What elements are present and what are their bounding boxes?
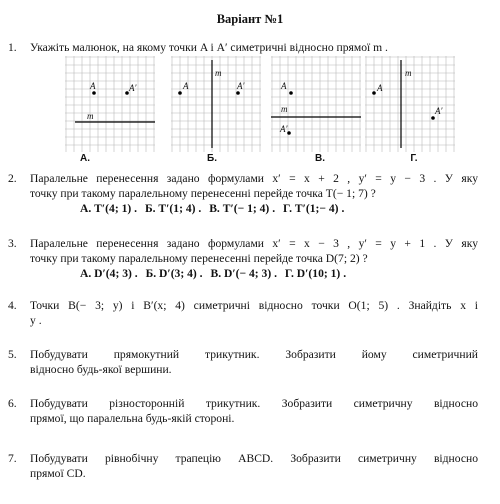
question-line: y . <box>30 314 42 327</box>
figure-c <box>271 56 361 168</box>
label-a-prime: A′ <box>280 124 288 134</box>
question-line: відносно будь-якої вершини. <box>30 363 172 376</box>
label-m: m <box>87 111 94 121</box>
label-a-prime: A′ <box>435 106 443 116</box>
question-number: 1. <box>8 41 17 54</box>
label-a-prime: A′ <box>237 81 245 91</box>
question-line: Побудувати різносторонній трикутник. Зобразити симетричну відносно <box>30 397 478 410</box>
label-a: A <box>90 81 96 91</box>
question-number: 7. <box>8 452 17 465</box>
answer-options <box>30 201 478 216</box>
question-line: Точки B(− 3; y) і B′(x; 4) симетричні відносно точки O(1; 5) . Знайдіть x і <box>30 299 478 312</box>
question-4 <box>8 298 478 328</box>
option-a: А. D′(4; 3) . <box>80 267 138 280</box>
point-a-prime <box>287 131 291 135</box>
point-a-prime <box>236 91 240 95</box>
point-a <box>289 91 293 95</box>
figure-label: В. <box>315 153 325 164</box>
figure-label: А. <box>80 153 90 164</box>
figure-label: Б. <box>207 153 217 164</box>
question-number: 5. <box>8 348 17 361</box>
question-number: 4. <box>8 299 17 312</box>
question-line: точку при такому паралельному перенесенні перейде точка D(7; 2) ? <box>30 252 368 265</box>
question-2 <box>8 171 478 216</box>
question-line: прямої, що паралельна будь-якій стороні. <box>30 412 235 425</box>
question-6 <box>8 396 478 426</box>
question-5 <box>8 347 478 377</box>
figure-b <box>171 56 261 168</box>
option-b: Б. D′(3; 4) . <box>145 267 203 280</box>
label-a-prime: A′ <box>129 83 137 93</box>
page-title: Варіант №1 <box>216 12 284 26</box>
question-number: 2. <box>8 172 17 185</box>
question-line: Паралельне перенесення задано формулами x′ = x + 2 , y′ = y − 3 . У яку <box>30 172 478 185</box>
grid-figure <box>65 56 155 152</box>
question-number: 3. <box>8 237 17 250</box>
question-line: Паралельне перенесення задано формулами x′ = x − 3 , y′ = y + 1 . У яку <box>30 237 478 250</box>
figure-a <box>65 56 155 168</box>
option-d: Г. D′(10; 1) . <box>284 267 347 280</box>
figures-row <box>65 56 465 168</box>
question-3 <box>8 236 478 281</box>
question-line: прямої CD. <box>30 467 86 480</box>
question-text: Укажіть малюнок, на якому точки A і A′ симетричні відносно прямої m . <box>30 41 388 54</box>
question-line: Побудувати прямокутний трикутник. Зобразити йому симетричний <box>30 348 478 361</box>
label-a: A <box>377 83 383 93</box>
question-line: точку при такому паралельному перенесенні перейде точка T(− 1; 7) ? <box>30 187 376 200</box>
option-a: А. T′(4; 1) . <box>80 202 138 215</box>
question-number: 6. <box>8 397 17 410</box>
label-m: m <box>281 104 288 114</box>
label-m: m <box>215 68 222 78</box>
answer-options <box>30 266 478 281</box>
question-1 <box>8 40 478 55</box>
option-b: Б. T′(1; 4) . <box>144 202 202 215</box>
question-7 <box>8 451 478 481</box>
figure-label: Г. <box>410 153 418 164</box>
label-a: A <box>281 81 287 91</box>
option-c: В. D′(− 4; 3) . <box>210 267 278 280</box>
point-a <box>372 91 376 95</box>
label-m: m <box>405 68 412 78</box>
point-a <box>178 91 182 95</box>
option-d: Г. T′(1;− 4) . <box>283 202 345 215</box>
option-c: В. T′(− 1; 4) . <box>209 202 276 215</box>
question-line: Побудувати рівнобічну трапецію ABCD. Зобразити симетричну відносно <box>30 452 478 465</box>
point-a-prime <box>431 116 435 120</box>
figure-d <box>365 56 455 168</box>
point-a <box>92 91 96 95</box>
label-a: A <box>183 81 189 91</box>
grid-lines <box>65 56 155 152</box>
